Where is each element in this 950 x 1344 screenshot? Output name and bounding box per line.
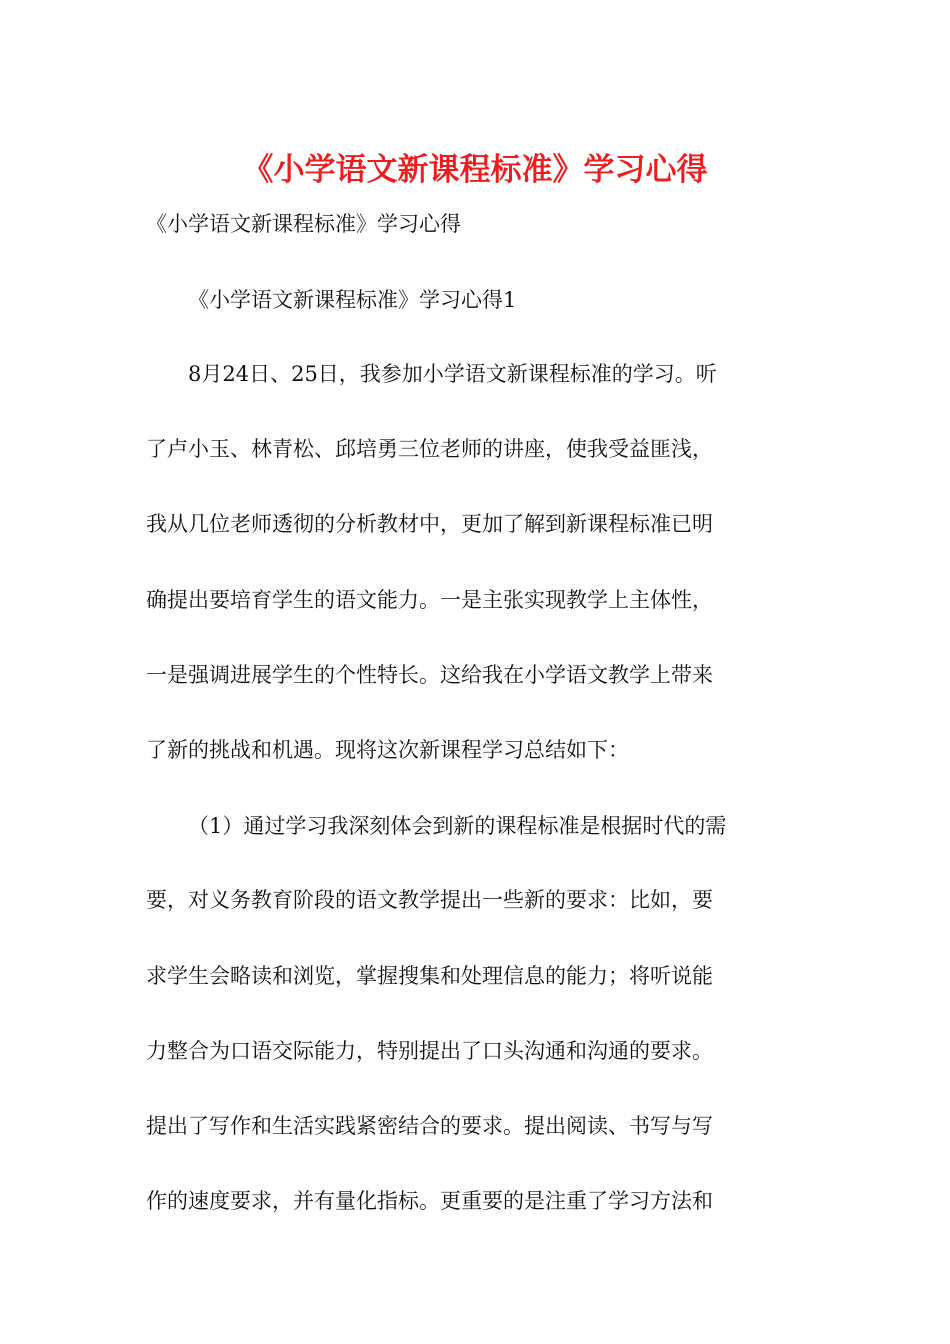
document-subtitle: 《小学语文新课程标准》学习心得 <box>146 212 461 236</box>
paragraph-line: 8月24日、25日，我参加小学语文新课程标准的学习。听 <box>188 362 717 386</box>
paragraph-line: 了卢小玉、林青松、邱培勇三位老师的讲座，使我受益匪浅， <box>146 437 713 461</box>
paragraph-line: 了新的挑战和机遇。现将这次新课程学习总结如下： <box>146 738 629 762</box>
paragraph-line: 要，对义务教育阶段的语文教学提出一些新的要求：比如，要 <box>146 888 713 912</box>
paragraph-line: 力整合为口语交际能力，特别提出了口头沟通和沟通的要求。 <box>146 1039 713 1063</box>
section-heading: 《小学语文新课程标准》学习心得1 <box>188 288 517 312</box>
paragraph-line: （1）通过学习我深刻体会到新的课程标准是根据时代的需 <box>188 814 727 838</box>
document-title: 《小学语文新课程标准》学习心得 <box>242 152 708 188</box>
paragraph-line: 作的速度要求，并有量化指标。更重要的是注重了学习方法和 <box>146 1189 713 1213</box>
paragraph-line: 提出了写作和生活实践紧密结合的要求。提出阅读、书写与写 <box>146 1114 713 1138</box>
paragraph-line: 我从几位老师透彻的分析教材中，更加了解到新课程标准已明 <box>146 512 713 536</box>
paragraph-line: 求学生会略读和浏览，掌握搜集和处理信息的能力；将听说能 <box>146 964 713 988</box>
paragraph-line: 一是强调进展学生的个性特长。这给我在小学语文教学上带来 <box>146 663 713 687</box>
paragraph-line: 确提出要培育学生的语文能力。一是主张实现教学上主体性， <box>146 588 713 612</box>
